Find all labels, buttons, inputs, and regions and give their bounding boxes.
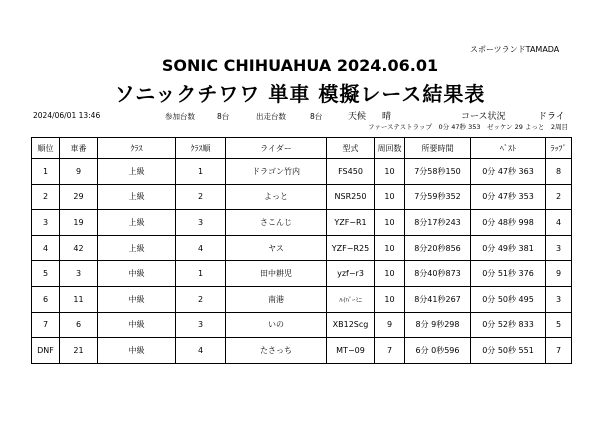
cell-class-position: 3: [176, 312, 226, 338]
header-class-position: ｸﾗｽ順: [176, 138, 226, 159]
cell-position: 1: [32, 159, 60, 185]
cell-time: 7分59秒352: [405, 184, 471, 210]
starters-label: 出走台数: [256, 112, 286, 121]
cell-best: 0分 49秒 381: [471, 235, 546, 261]
table-row: [32, 261, 572, 287]
cell-class-position: 4: [176, 338, 226, 364]
cell-laps: 10: [375, 261, 405, 287]
cell-position: 5: [32, 261, 60, 287]
cell-number: 9: [60, 159, 98, 185]
cell-position: 7: [32, 312, 60, 338]
weather-label: 天候: [348, 112, 367, 122]
cell-time: 8分17秒243: [405, 210, 471, 236]
cell-number: 19: [60, 210, 98, 236]
cell-lap: 9: [546, 261, 572, 287]
cell-class: 中級: [98, 338, 176, 364]
cell-class-position: 2: [176, 286, 226, 312]
cell-best: 0分 47秒 353: [471, 184, 546, 210]
cell-time: 8分40秒873: [405, 261, 471, 287]
cell-rider: ヤス: [226, 235, 327, 261]
entrants-value: 8台: [217, 112, 230, 121]
cell-laps: 10: [375, 210, 405, 236]
cell-model: NSR250: [327, 184, 375, 210]
cell-best: 0分 52秒 833: [471, 312, 546, 338]
weather-value: 晴: [382, 112, 392, 122]
cell-lap: 7: [546, 338, 572, 364]
header-model: 型式: [327, 138, 375, 159]
cell-time: 8分20秒856: [405, 235, 471, 261]
cell-rider: ドラゴン竹内: [226, 159, 327, 185]
cell-rider: さこんじ: [226, 210, 327, 236]
cell-best: 0分 50秒 495: [471, 286, 546, 312]
venue-name: スポーツランドTAMADA: [470, 45, 560, 54]
cell-class: 中級: [98, 312, 176, 338]
cell-lap: 4: [546, 210, 572, 236]
cell-rider: 南港: [226, 286, 327, 312]
cell-class: 上級: [98, 184, 176, 210]
fastest-lap: ファーステストラップ 0分 47秒 353 ゼッケン 29 よっと 2周目: [368, 123, 569, 131]
header-position: 順位: [32, 138, 60, 159]
cell-best: 0分 47秒 363: [471, 159, 546, 185]
header-best: ﾍﾞｽﾄ: [471, 138, 546, 159]
table-row: [32, 184, 572, 210]
table-row: [32, 159, 572, 185]
cell-number: 6: [60, 312, 98, 338]
cell-model: MT−09: [327, 338, 375, 364]
cell-class-position: 3: [176, 210, 226, 236]
cell-laps: 10: [375, 235, 405, 261]
cell-number: 11: [60, 286, 98, 312]
cell-class: 上級: [98, 235, 176, 261]
cell-best: 0分 51秒 376: [471, 261, 546, 287]
cell-best: 0分 48秒 998: [471, 210, 546, 236]
cell-laps: 10: [375, 286, 405, 312]
cell-number: 21: [60, 338, 98, 364]
title-japanese: ソニックチワワ 単車 模擬レース結果表: [114, 82, 486, 106]
cell-model: yzf−r3: [327, 261, 375, 287]
cell-position: 2: [32, 184, 60, 210]
header-time: 所要時間: [405, 138, 471, 159]
cell-laps: 10: [375, 184, 405, 210]
cell-position: 3: [32, 210, 60, 236]
cell-model: YZF−R1: [327, 210, 375, 236]
header-lap: ﾗｯﾌﾟ: [546, 138, 572, 159]
cell-rider: いの: [226, 312, 327, 338]
cell-lap: 5: [546, 312, 572, 338]
datetime: 2024/06/01 13:46: [33, 111, 101, 120]
table-row: [32, 235, 572, 261]
cell-rider: よっと: [226, 184, 327, 210]
cell-number: 3: [60, 261, 98, 287]
cell-position: 6: [32, 286, 60, 312]
cell-laps: 7: [375, 338, 405, 364]
entrants-label: 参加台数: [165, 112, 195, 121]
header-class: ｸﾗｽ: [98, 138, 176, 159]
cell-class: 上級: [98, 159, 176, 185]
table-header-row: [32, 138, 572, 159]
cell-time: 7分58秒150: [405, 159, 471, 185]
table-row: [32, 210, 572, 236]
course-label: コース状況: [461, 112, 506, 122]
header-laps: 周回数: [375, 138, 405, 159]
cell-rider: 田中耕児: [226, 261, 327, 287]
cell-model: YZF−R25: [327, 235, 375, 261]
cell-lap: 8: [546, 159, 572, 185]
cell-model: ﾊｲﾊﾟｰﾐﾆ: [327, 286, 375, 312]
cell-model: XB12Scg: [327, 312, 375, 338]
cell-time: 6分 0秒596: [405, 338, 471, 364]
cell-number: 29: [60, 184, 98, 210]
cell-class-position: 1: [176, 159, 226, 185]
cell-lap: 3: [546, 235, 572, 261]
course-value: ドライ: [538, 112, 565, 122]
cell-position: DNF: [32, 338, 60, 364]
cell-class-position: 4: [176, 235, 226, 261]
table-row: [32, 286, 572, 312]
cell-lap: 3: [546, 286, 572, 312]
cell-class-position: 1: [176, 261, 226, 287]
cell-laps: 10: [375, 159, 405, 185]
cell-lap: 2: [546, 184, 572, 210]
header-rider: ライダー: [226, 138, 327, 159]
cell-class: 上級: [98, 210, 176, 236]
cell-laps: 9: [375, 312, 405, 338]
header-number: 車番: [60, 138, 98, 159]
title-english: SONIC CHIHUAHUA 2024.06.01: [161, 56, 439, 75]
table-row: [32, 312, 572, 338]
cell-best: 0分 50秒 551: [471, 338, 546, 364]
cell-time: 8分41秒267: [405, 286, 471, 312]
cell-class: 中級: [98, 261, 176, 287]
cell-class-position: 2: [176, 184, 226, 210]
cell-rider: たさっち: [226, 338, 327, 364]
table-row: [32, 338, 572, 364]
cell-time: 8分 9秒298: [405, 312, 471, 338]
results-table: [31, 137, 572, 364]
starters-value: 8台: [310, 112, 323, 121]
cell-number: 42: [60, 235, 98, 261]
cell-position: 4: [32, 235, 60, 261]
cell-class: 中級: [98, 286, 176, 312]
cell-model: FS450: [327, 159, 375, 185]
